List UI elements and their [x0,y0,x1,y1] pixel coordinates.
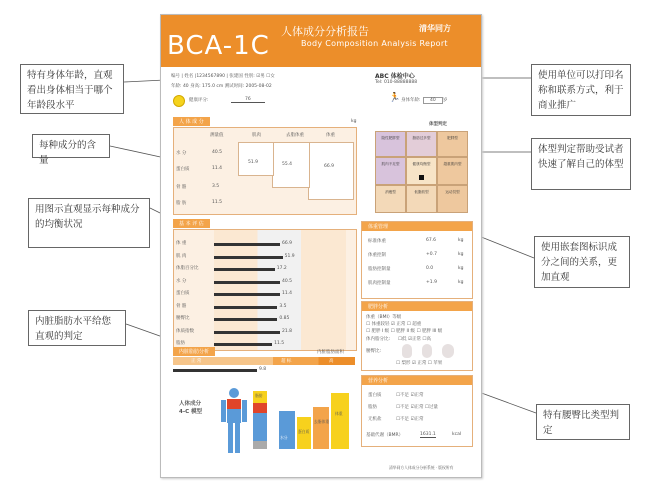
nutrition-title: 营养分析 [362,376,472,385]
assessment-row-label: 体脂百分比 [176,266,199,271]
body-type-grid [375,131,469,213]
row-label-protein: 蛋白质 [176,167,190,172]
waist-hip-label: 腰臀比: [366,349,382,354]
weight-mgmt-value: +1.9 [426,280,437,285]
value-water: 40.5 [212,150,223,155]
model-logo: BCA-1C [167,31,270,61]
pear-shape-icon [402,344,412,358]
nutrition-label: 无机盐 [368,417,382,422]
row-label-water: 水 分 [176,151,187,156]
nutrition-opts: ☐不足 ☑正常 [396,417,424,422]
assessment-value: 0.85 [279,316,290,321]
info-row-2: 年龄: 40 身高: 175.0 cm 测试时间: 2005-08-02 [171,84,272,89]
model-bar-lean [313,407,329,449]
body-type-obese: 肥胖型 [437,131,468,157]
assessment-row [174,313,356,325]
header-weight: 体重 [326,133,335,138]
value-protein: 11.4 [212,166,223,171]
value-weight: 66.9 [324,164,335,169]
body-type-muscular-overweight: 超重肌肉型 [437,157,468,185]
body-age-value: 40 [423,97,443,104]
model-bar-lean-label: 去脂体重 [314,419,330,424]
muscle-cell [238,142,274,176]
obesity-title: 肥胖分析 [362,302,472,311]
bmi-options-2: ☐ 肥胖 I 级 ☐ 肥胖 II 级 ☐ 肥胖 III 级 [366,329,443,334]
body-type-athlete: 运动员型 [437,185,468,213]
weight-mgmt-value: +0.7 [426,252,437,257]
assessment-row [174,326,356,338]
bmi-options: ☐ 体重较轻 ☑ 正常 ☐ 超重 [366,322,422,327]
assessment-bar [214,281,280,284]
assessment-value: 51.9 [284,253,295,259]
assessment-row [174,301,356,313]
assessment-bar [214,331,280,334]
model-bar-weight-label: 体重 [335,411,343,416]
composition-table [173,127,357,215]
visceral-bar [173,369,257,372]
assessment-title: 基 本 评 估 [173,219,210,228]
callout-nested: 使用嵌套图标识成分之间的关系，更加直观 [534,236,630,288]
value-fat: 11.5 [212,200,223,205]
model-bar-water-label: 水分 [280,435,288,440]
weight-mgmt-row [366,278,470,290]
body-type-low-fat: 低脂肪型 [406,185,437,213]
assessment-bar [214,343,272,346]
smiley-icon [173,95,185,107]
assessment-row [174,238,356,250]
center-name: ABC 体检中心 [375,73,415,80]
header-lean-mass: 去脂体重 [286,133,304,138]
body-type-title: 体型判定 [429,122,447,127]
nutrition-label: 蛋白质 [368,393,382,398]
body-age-unit: 岁 [443,98,448,103]
body-composition-report [160,14,482,478]
callout-visceral: 内脏脂肪水平给您直观的判定 [28,310,126,346]
assessment-bar [214,318,277,321]
nutrition-opts: ☐不足 ☑正常 [396,393,424,398]
health-score-label: 健康评分: [189,98,209,103]
assessment-bar [214,306,277,309]
body-type-hidden-obese: 隐性肥胖型 [375,131,406,157]
visceral-value: 9.8 [259,367,267,372]
fat-ratio-options: ☐低 ☑正常 ☐高 [398,337,431,342]
callout-waist-hip: 特有腰臀比类型判定 [536,404,630,440]
header-measured: 测量值 [210,133,224,138]
center-tel: Tel: 010-88888888 [375,80,418,85]
model-stack [253,391,267,449]
assessment-row-label: 体质指数 [176,328,194,334]
weight-mgmt-label: 标准体重 [368,239,386,244]
value-muscle: 51.9 [248,160,259,165]
weight-cell [308,142,354,200]
assessment-row [174,251,356,263]
weight-mgmt-unit: kg [458,280,464,285]
assessment-value: 66.9 [282,241,293,246]
bmr-label: 基础代谢（BMR） [366,433,404,438]
nutrition-label: 脂肪 [368,405,377,410]
value-bone: 3.5 [212,184,220,189]
assessment-row [174,263,356,275]
assessment-bar [214,293,280,296]
callout-company: 使用单位可以打印名称和联系方式，利于商业推广 [531,64,631,116]
assessment-row-label: 骨 骼 [176,303,187,309]
visceral-over: 超 标 [281,359,292,364]
bmr-value: 1631.1 [420,432,436,437]
weight-mgmt-value: 0.0 [426,266,434,271]
report-title: 人体成分分析报告 [281,25,369,38]
assessment-value: 11.5 [274,341,285,346]
apple-shape-icon [442,344,454,358]
assessment-row-label: 水 分 [176,278,187,284]
report-footer: 清华同方人体成分分析系统 · 版权所有 [389,465,454,470]
assessment-row [174,276,356,288]
assessment-value: 17.2 [276,266,287,271]
weight-mgmt-row [366,236,470,248]
body-type-thin: 消瘦型 [375,185,406,213]
assessment-bar [214,268,275,271]
assessment-row-label: 腰臀比 [176,316,190,321]
weight-mgmt-row [366,250,470,262]
weight-mgmt-unit: kg [458,252,464,257]
model-bar-fat-label: 脂肪 [255,393,263,398]
body-type-low-muscle: 肌肉不足型 [375,157,406,185]
assessment-row-label: 肌 肉 [176,253,187,259]
composition-title: 人 体 成 分 [173,117,210,126]
assessment-bar [214,256,283,259]
callout-body-type: 体型判定帮助受试者快速了解自己的体型 [531,138,631,190]
callout-chart: 用图示直观显示每种成分的均衡状况 [28,198,150,248]
info-row-1: 编号 | 姓名 |1234567890 | 张建国 性别: ☑男 ☐女 [171,74,275,79]
assessment-row [174,288,356,300]
bmr-unit: kcal [452,432,462,437]
weight-mgmt-value: 67.6 [426,238,437,243]
assessment-row-label: 脂肪 [176,341,185,346]
weight-mgmt-label: 体重控制 [368,253,386,258]
assessment-row-label: 蛋白质 [176,291,190,296]
weight-mgmt-label: 脂肪控制量 [368,267,391,272]
model-bar-water [279,411,295,449]
callout-body-age: 特有身体年龄，直观看出身体相当于哪个年龄段水平 [20,64,124,114]
weight-mgmt-row [366,264,470,276]
visceral-label: 内脏脂肪面积 [317,350,344,355]
value-lean-mass: 55.4 [282,162,293,167]
assessment-row-label: 体 重 [176,241,187,246]
body-type-marker-icon [419,175,424,180]
normal-shape-icon [422,344,432,358]
assessment-value: 21.8 [282,328,293,334]
fat-ratio-label: 体内脂分比: [366,337,391,342]
body-type-excess-fat: 脂肪过多型 [406,131,437,157]
header-muscle: 肌肉 [252,133,261,138]
report-header [161,15,481,67]
assessment-value: 3.5 [279,303,287,309]
bmi-label: 体重（BMI）等级 [366,315,402,320]
assessment-value: 40.5 [282,278,293,284]
nutrition-panel [361,375,473,447]
model-bar-protein-label: 蛋白质 [298,429,310,434]
weight-mgmt-panel [361,221,473,299]
assessment-bar [214,243,280,246]
visceral-title: 内脏脂肪分析 [173,347,215,356]
runner-icon: 🏃 [389,93,401,103]
visceral-high: 高 [329,359,334,364]
health-score-value: 76 [231,97,265,103]
callout-composition: 每种成分的含量 [32,134,110,158]
brand-name: 清华同方 [419,24,451,33]
assessment-value: 11.4 [282,291,293,296]
composition-unit: kg [351,119,357,124]
weight-mgmt-unit: kg [458,238,464,243]
body-type-balanced: 健康均衡型 [406,157,437,185]
row-label-fat: 脂 肪 [176,201,187,206]
weight-mgmt-label: 肌肉控制量 [368,281,391,286]
row-label-bone: 骨 骼 [176,185,187,190]
body-age-label: 身体年龄: [401,98,421,103]
assessment-chart [173,229,357,351]
shape-options: ☐ 梨形 ☑ 正常 ☐ 苹果 [396,361,443,366]
weight-mgmt-title: 体重管理 [362,222,472,231]
report-subtitle: Body Composition Analysis Report [301,39,448,48]
visceral-normal: 正 常 [191,359,202,364]
obesity-panel [361,301,473,371]
nutrition-opts: ☐不足 ☑正常 ☐过量 [396,405,438,410]
model-bar-weight [331,393,349,449]
weight-mgmt-unit: kg [458,266,464,271]
model-title-1: 人体成分 [179,401,202,407]
model-title-2: 4-C 模型 [179,409,203,415]
human-figure-icon [219,387,249,457]
